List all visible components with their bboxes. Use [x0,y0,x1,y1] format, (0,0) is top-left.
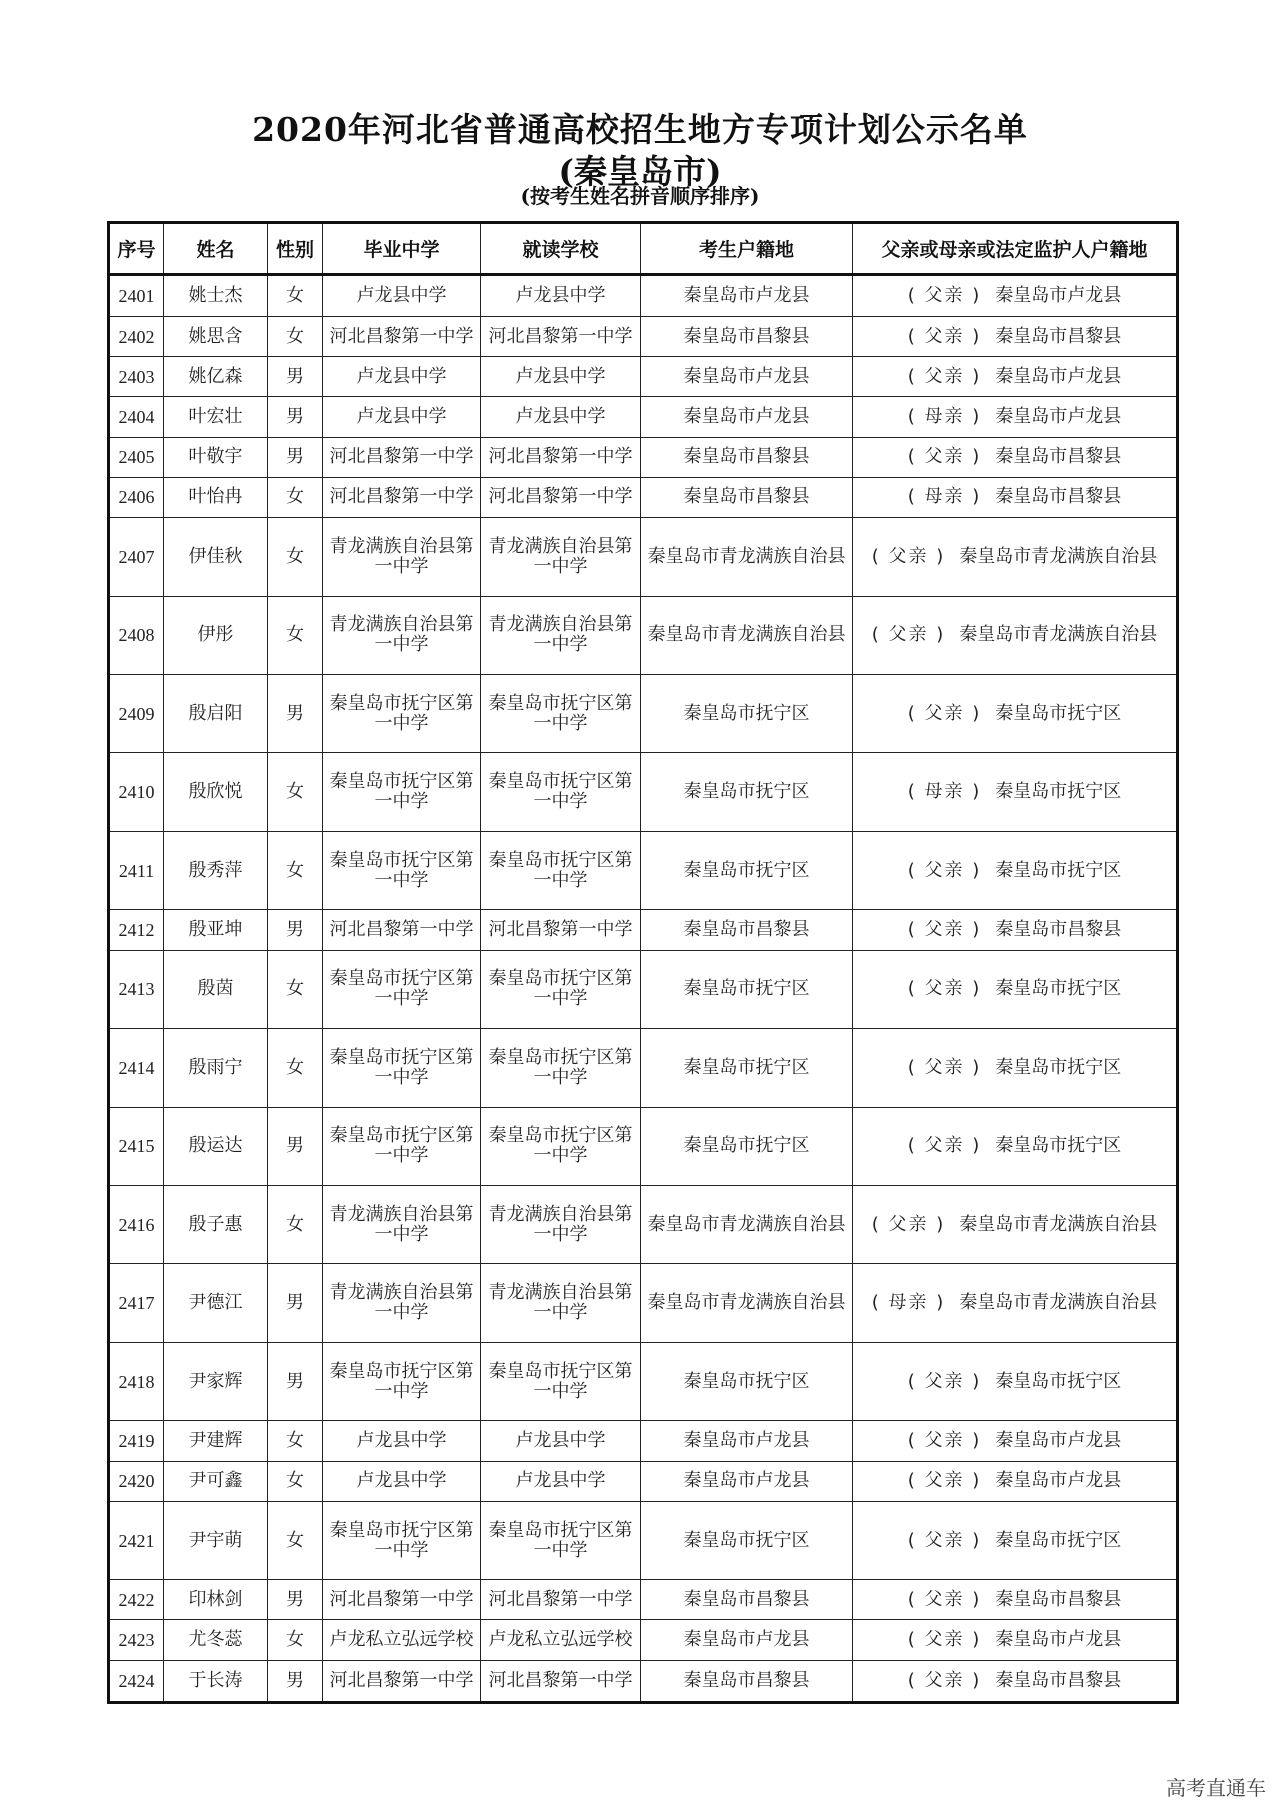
cell-parent-hukou [853,1620,1178,1660]
cell-graduation-school: 河北昌黎第一中学 [323,1580,481,1620]
parent-hukou-place: 秦皇岛市昌黎县 [995,486,1122,508]
cell-student-hukou: 秦皇岛市抚宁区 [641,674,853,752]
parent-relation: ( 父亲 ) [907,978,982,1000]
parent-hukou-place: 秦皇岛市卢龙县 [995,1629,1122,1651]
cell-student-hukou: 秦皇岛市昌黎县 [641,1660,853,1702]
cell-parent-hukou [853,1029,1178,1107]
cell-current-school: 卢龙县中学 [481,275,641,317]
cell-graduation-school: 卢龙县中学 [323,1461,481,1501]
cell-gender: 男 [268,357,323,397]
cell-graduation-school: 河北昌黎第一中学 [323,1660,481,1702]
table-row [109,1264,1178,1342]
parent-hukou-place: 秦皇岛市卢龙县 [995,365,1122,387]
table-row [109,275,1178,317]
cell-number: 2417 [109,1264,164,1342]
cell-number: 2419 [109,1421,164,1461]
table-row [109,753,1178,831]
cell-current-school: 青龙满族自治县第一中学 [481,518,641,596]
cell-gender: 女 [268,1185,323,1263]
parent-relation: ( 母亲 ) [907,406,982,428]
cell-parent-hukou [853,518,1178,596]
cell-name: 殷茵 [164,950,268,1028]
table-header-row [109,223,1178,275]
cell-name: 伊彤 [164,596,268,674]
cell-current-school: 河北昌黎第一中学 [481,317,641,357]
cell-graduation-school: 河北昌黎第一中学 [323,437,481,477]
table-row [109,1107,1178,1185]
cell-gender: 男 [268,1660,323,1702]
cell-parent-hukou [853,1107,1178,1185]
parent-relation: ( 父亲 ) [907,702,982,724]
table-row [109,831,1178,909]
cell-name: 殷子惠 [164,1185,268,1263]
cell-name: 殷雨宁 [164,1029,268,1107]
table-row [109,1660,1178,1702]
parent-hukou-place: 秦皇岛市卢龙县 [995,1470,1122,1492]
roster-table [107,221,1179,1704]
cell-name: 殷亚坤 [164,910,268,950]
cell-student-hukou: 秦皇岛市抚宁区 [641,753,853,831]
column-header: 姓名 [164,223,268,275]
cell-gender: 女 [268,317,323,357]
parent-relation: ( 父亲 ) [907,1470,982,1492]
cell-gender: 女 [268,596,323,674]
cell-parent-hukou [853,596,1178,674]
cell-number: 2403 [109,357,164,397]
cell-number: 2416 [109,1185,164,1263]
cell-name: 尹家辉 [164,1342,268,1420]
table-row [109,397,1178,437]
cell-number: 2407 [109,518,164,596]
parent-hukou-place: 秦皇岛市卢龙县 [995,406,1122,428]
cell-gender: 女 [268,831,323,909]
cell-parent-hukou [853,1421,1178,1461]
column-header: 考生户籍地 [641,223,853,275]
cell-graduation-school: 卢龙县中学 [323,397,481,437]
cell-student-hukou: 秦皇岛市昌黎县 [641,910,853,950]
parent-hukou-place: 秦皇岛市抚宁区 [995,1370,1122,1392]
cell-graduation-school: 青龙满族自治县第一中学 [323,1185,481,1263]
cell-graduation-school: 卢龙县中学 [323,1421,481,1461]
table-row [109,1461,1178,1501]
cell-name: 姚亿森 [164,357,268,397]
cell-graduation-school: 秦皇岛市抚宁区第一中学 [323,831,481,909]
cell-number: 2415 [109,1107,164,1185]
cell-student-hukou: 秦皇岛市卢龙县 [641,357,853,397]
cell-graduation-school: 卢龙县中学 [323,275,481,317]
cell-student-hukou: 秦皇岛市抚宁区 [641,1107,853,1185]
cell-name: 印林剑 [164,1580,268,1620]
parent-relation: ( 父亲 ) [907,285,982,307]
parent-hukou-place: 秦皇岛市抚宁区 [995,859,1122,881]
parent-relation: ( 父亲 ) [907,1588,982,1610]
cell-graduation-school: 河北昌黎第一中学 [323,317,481,357]
column-header: 父亲或母亲或法定监护人户籍地 [853,223,1178,275]
cell-parent-hukou [853,317,1178,357]
cell-gender: 女 [268,1620,323,1660]
cell-current-school: 秦皇岛市抚宁区第一中学 [481,950,641,1028]
parent-relation: ( 母亲 ) [871,1292,946,1314]
cell-number: 2405 [109,437,164,477]
parent-hukou-place: 秦皇岛市昌黎县 [995,918,1122,940]
cell-number: 2423 [109,1620,164,1660]
cell-parent-hukou [853,831,1178,909]
parent-hukou-place: 秦皇岛市青龙满族自治县 [959,1292,1158,1314]
parent-hukou-place: 秦皇岛市抚宁区 [995,1135,1122,1157]
cell-current-school: 秦皇岛市抚宁区第一中学 [481,831,641,909]
cell-gender: 男 [268,437,323,477]
cell-parent-hukou [853,950,1178,1028]
cell-graduation-school: 秦皇岛市抚宁区第一中学 [323,1342,481,1420]
parent-relation: ( 父亲 ) [907,1629,982,1651]
cell-name: 尹德江 [164,1264,268,1342]
cell-number: 2418 [109,1342,164,1420]
cell-graduation-school: 河北昌黎第一中学 [323,910,481,950]
cell-student-hukou: 秦皇岛市卢龙县 [641,1461,853,1501]
cell-name: 姚士杰 [164,275,268,317]
cell-parent-hukou [853,1342,1178,1420]
parent-relation: ( 父亲 ) [907,1135,982,1157]
cell-current-school: 河北昌黎第一中学 [481,1660,641,1702]
cell-name: 叶怡冉 [164,477,268,517]
cell-student-hukou: 秦皇岛市青龙满族自治县 [641,518,853,596]
cell-parent-hukou [853,1185,1178,1263]
parent-hukou-place: 秦皇岛市抚宁区 [995,1529,1122,1551]
cell-student-hukou: 秦皇岛市抚宁区 [641,1342,853,1420]
cell-gender: 女 [268,518,323,596]
cell-gender: 女 [268,1461,323,1501]
cell-current-school: 河北昌黎第一中学 [481,910,641,950]
cell-gender: 女 [268,275,323,317]
cell-gender: 男 [268,910,323,950]
cell-parent-hukou [853,357,1178,397]
cell-current-school: 青龙满族自治县第一中学 [481,1185,641,1263]
cell-graduation-school: 秦皇岛市抚宁区第一中学 [323,950,481,1028]
parent-relation: ( 父亲 ) [907,365,982,387]
cell-student-hukou: 秦皇岛市卢龙县 [641,397,853,437]
cell-name: 叶宏壮 [164,397,268,437]
cell-gender: 男 [268,1264,323,1342]
cell-current-school: 卢龙县中学 [481,1421,641,1461]
table-row [109,950,1178,1028]
table-body [109,275,1178,1703]
cell-number: 2413 [109,950,164,1028]
cell-number: 2421 [109,1501,164,1579]
cell-name: 尹宇萌 [164,1501,268,1579]
parent-hukou-place: 秦皇岛市抚宁区 [995,702,1122,724]
cell-current-school: 卢龙县中学 [481,357,641,397]
parent-relation: ( 父亲 ) [907,325,982,347]
cell-name: 尤冬蕊 [164,1620,268,1660]
cell-number: 2410 [109,753,164,831]
cell-student-hukou: 秦皇岛市青龙满族自治县 [641,1185,853,1263]
cell-name: 殷启阳 [164,674,268,752]
parent-relation: ( 父亲 ) [871,624,946,646]
cell-graduation-school: 秦皇岛市抚宁区第一中学 [323,1107,481,1185]
table-row [109,1421,1178,1461]
cell-parent-hukou [853,477,1178,517]
table-row [109,1620,1178,1660]
cell-graduation-school: 秦皇岛市抚宁区第一中学 [323,1029,481,1107]
cell-current-school: 青龙满族自治县第一中学 [481,1264,641,1342]
document-title: 2020年河北省普通高校招生地方专项计划公示名单 [252,110,1028,149]
parent-hukou-place: 秦皇岛市昌黎县 [995,1588,1122,1610]
parent-hukou-place: 秦皇岛市昌黎县 [995,446,1122,468]
cell-graduation-school: 青龙满族自治县第一中学 [323,1264,481,1342]
cell-parent-hukou [853,275,1178,317]
cell-gender: 男 [268,397,323,437]
cell-name: 尹可鑫 [164,1461,268,1501]
cell-student-hukou: 秦皇岛市抚宁区 [641,831,853,909]
cell-name: 尹建辉 [164,1421,268,1461]
parent-relation: ( 父亲 ) [871,1213,946,1235]
table-row [109,1185,1178,1263]
table-row [109,1029,1178,1107]
cell-gender: 男 [268,674,323,752]
sort-note: (按考生姓名拼音顺序排序) [520,184,760,208]
cell-student-hukou: 秦皇岛市卢龙县 [641,275,853,317]
cell-parent-hukou [853,1264,1178,1342]
cell-number: 2411 [109,831,164,909]
column-header: 性别 [268,223,323,275]
parent-hukou-place: 秦皇岛市抚宁区 [995,1056,1122,1078]
cell-name: 姚思含 [164,317,268,357]
parent-relation: ( 父亲 ) [907,859,982,881]
parent-relation: ( 父亲 ) [907,1529,982,1551]
cell-current-school: 秦皇岛市抚宁区第一中学 [481,674,641,752]
column-header: 毕业中学 [323,223,481,275]
parent-hukou-place: 秦皇岛市卢龙县 [995,285,1122,307]
column-header: 序号 [109,223,164,275]
cell-graduation-school: 秦皇岛市抚宁区第一中学 [323,1501,481,1579]
cell-student-hukou: 秦皇岛市昌黎县 [641,477,853,517]
parent-relation: ( 母亲 ) [907,781,982,803]
cell-gender: 男 [268,1107,323,1185]
cell-gender: 女 [268,1029,323,1107]
cell-number: 2402 [109,317,164,357]
parent-hukou-place: 秦皇岛市青龙满族自治县 [959,624,1158,646]
parent-hukou-place: 秦皇岛市青龙满族自治县 [959,1213,1158,1235]
cell-gender: 女 [268,753,323,831]
cell-gender: 男 [268,1580,323,1620]
cell-parent-hukou [853,437,1178,477]
cell-name: 殷欣悦 [164,753,268,831]
table-row [109,437,1178,477]
cell-number: 2406 [109,477,164,517]
column-header: 就读学校 [481,223,641,275]
cell-graduation-school: 河北昌黎第一中学 [323,477,481,517]
cell-student-hukou: 秦皇岛市抚宁区 [641,1501,853,1579]
cell-current-school: 秦皇岛市抚宁区第一中学 [481,753,641,831]
parent-hukou-place: 秦皇岛市昌黎县 [995,1669,1122,1691]
cell-name: 于长涛 [164,1660,268,1702]
cell-graduation-school: 秦皇岛市抚宁区第一中学 [323,753,481,831]
cell-current-school: 秦皇岛市抚宁区第一中学 [481,1029,641,1107]
parent-relation: ( 父亲 ) [907,446,982,468]
cell-student-hukou: 秦皇岛市抚宁区 [641,1029,853,1107]
parent-hukou-place: 秦皇岛市抚宁区 [995,978,1122,1000]
cell-student-hukou: 秦皇岛市抚宁区 [641,950,853,1028]
cell-current-school: 河北昌黎第一中学 [481,437,641,477]
parent-hukou-place: 秦皇岛市昌黎县 [995,325,1122,347]
cell-name: 叶敬宇 [164,437,268,477]
cell-student-hukou: 秦皇岛市昌黎县 [641,437,853,477]
cell-parent-hukou [853,753,1178,831]
cell-graduation-school: 青龙满族自治县第一中学 [323,596,481,674]
cell-parent-hukou [853,674,1178,752]
parent-relation: ( 父亲 ) [871,545,946,567]
parent-relation: ( 父亲 ) [907,1429,982,1451]
cell-parent-hukou [853,1580,1178,1620]
cell-number: 2424 [109,1660,164,1702]
cell-current-school: 秦皇岛市抚宁区第一中学 [481,1501,641,1579]
table-row [109,1580,1178,1620]
cell-student-hukou: 秦皇岛市卢龙县 [641,1620,853,1660]
cell-graduation-school: 秦皇岛市抚宁区第一中学 [323,674,481,752]
table-row [109,317,1178,357]
table-row [109,1342,1178,1420]
cell-number: 2412 [109,910,164,950]
cell-parent-hukou [853,1461,1178,1501]
cell-number: 2404 [109,397,164,437]
table-row [109,910,1178,950]
cell-current-school: 河北昌黎第一中学 [481,477,641,517]
parent-hukou-place: 秦皇岛市青龙满族自治县 [959,545,1158,567]
cell-name: 伊佳秋 [164,518,268,596]
cell-name: 殷运达 [164,1107,268,1185]
cell-gender: 女 [268,477,323,517]
parent-relation: ( 父亲 ) [907,918,982,940]
cell-current-school: 卢龙县中学 [481,1461,641,1501]
cell-student-hukou: 秦皇岛市昌黎县 [641,317,853,357]
cell-student-hukou: 秦皇岛市昌黎县 [641,1580,853,1620]
parent-hukou-place: 秦皇岛市卢龙县 [995,1429,1122,1451]
document-subtitle: (秦皇岛市) [558,152,722,191]
cell-number: 2420 [109,1461,164,1501]
cell-student-hukou: 秦皇岛市卢龙县 [641,1421,853,1461]
cell-gender: 女 [268,1501,323,1579]
parent-relation: ( 父亲 ) [907,1370,982,1392]
parent-relation: ( 母亲 ) [907,486,982,508]
cell-current-school: 青龙满族自治县第一中学 [481,596,641,674]
cell-number: 2414 [109,1029,164,1107]
parent-relation: ( 父亲 ) [907,1669,982,1691]
cell-number: 2408 [109,596,164,674]
table-row [109,674,1178,752]
cell-parent-hukou [853,910,1178,950]
cell-student-hukou: 秦皇岛市青龙满族自治县 [641,1264,853,1342]
table-row [109,357,1178,397]
watermark: 高考直通车 [1166,1776,1266,1800]
cell-graduation-school: 青龙满族自治县第一中学 [323,518,481,596]
cell-current-school: 河北昌黎第一中学 [481,1580,641,1620]
table-row [109,1501,1178,1579]
cell-current-school: 秦皇岛市抚宁区第一中学 [481,1107,641,1185]
cell-parent-hukou [853,1501,1178,1579]
cell-current-school: 卢龙县中学 [481,397,641,437]
cell-gender: 男 [268,1342,323,1420]
cell-parent-hukou [853,397,1178,437]
parent-hukou-place: 秦皇岛市抚宁区 [995,781,1122,803]
parent-relation: ( 父亲 ) [907,1056,982,1078]
cell-number: 2409 [109,674,164,752]
table-row [109,518,1178,596]
cell-gender: 女 [268,1421,323,1461]
cell-name: 殷秀萍 [164,831,268,909]
cell-graduation-school: 卢龙私立弘远学校 [323,1620,481,1660]
cell-current-school: 卢龙私立弘远学校 [481,1620,641,1660]
table-row [109,596,1178,674]
cell-number: 2422 [109,1580,164,1620]
cell-graduation-school: 卢龙县中学 [323,357,481,397]
table-row [109,477,1178,517]
cell-parent-hukou [853,1660,1178,1702]
cell-current-school: 秦皇岛市抚宁区第一中学 [481,1342,641,1420]
cell-number: 2401 [109,275,164,317]
cell-student-hukou: 秦皇岛市青龙满族自治县 [641,596,853,674]
cell-gender: 女 [268,950,323,1028]
